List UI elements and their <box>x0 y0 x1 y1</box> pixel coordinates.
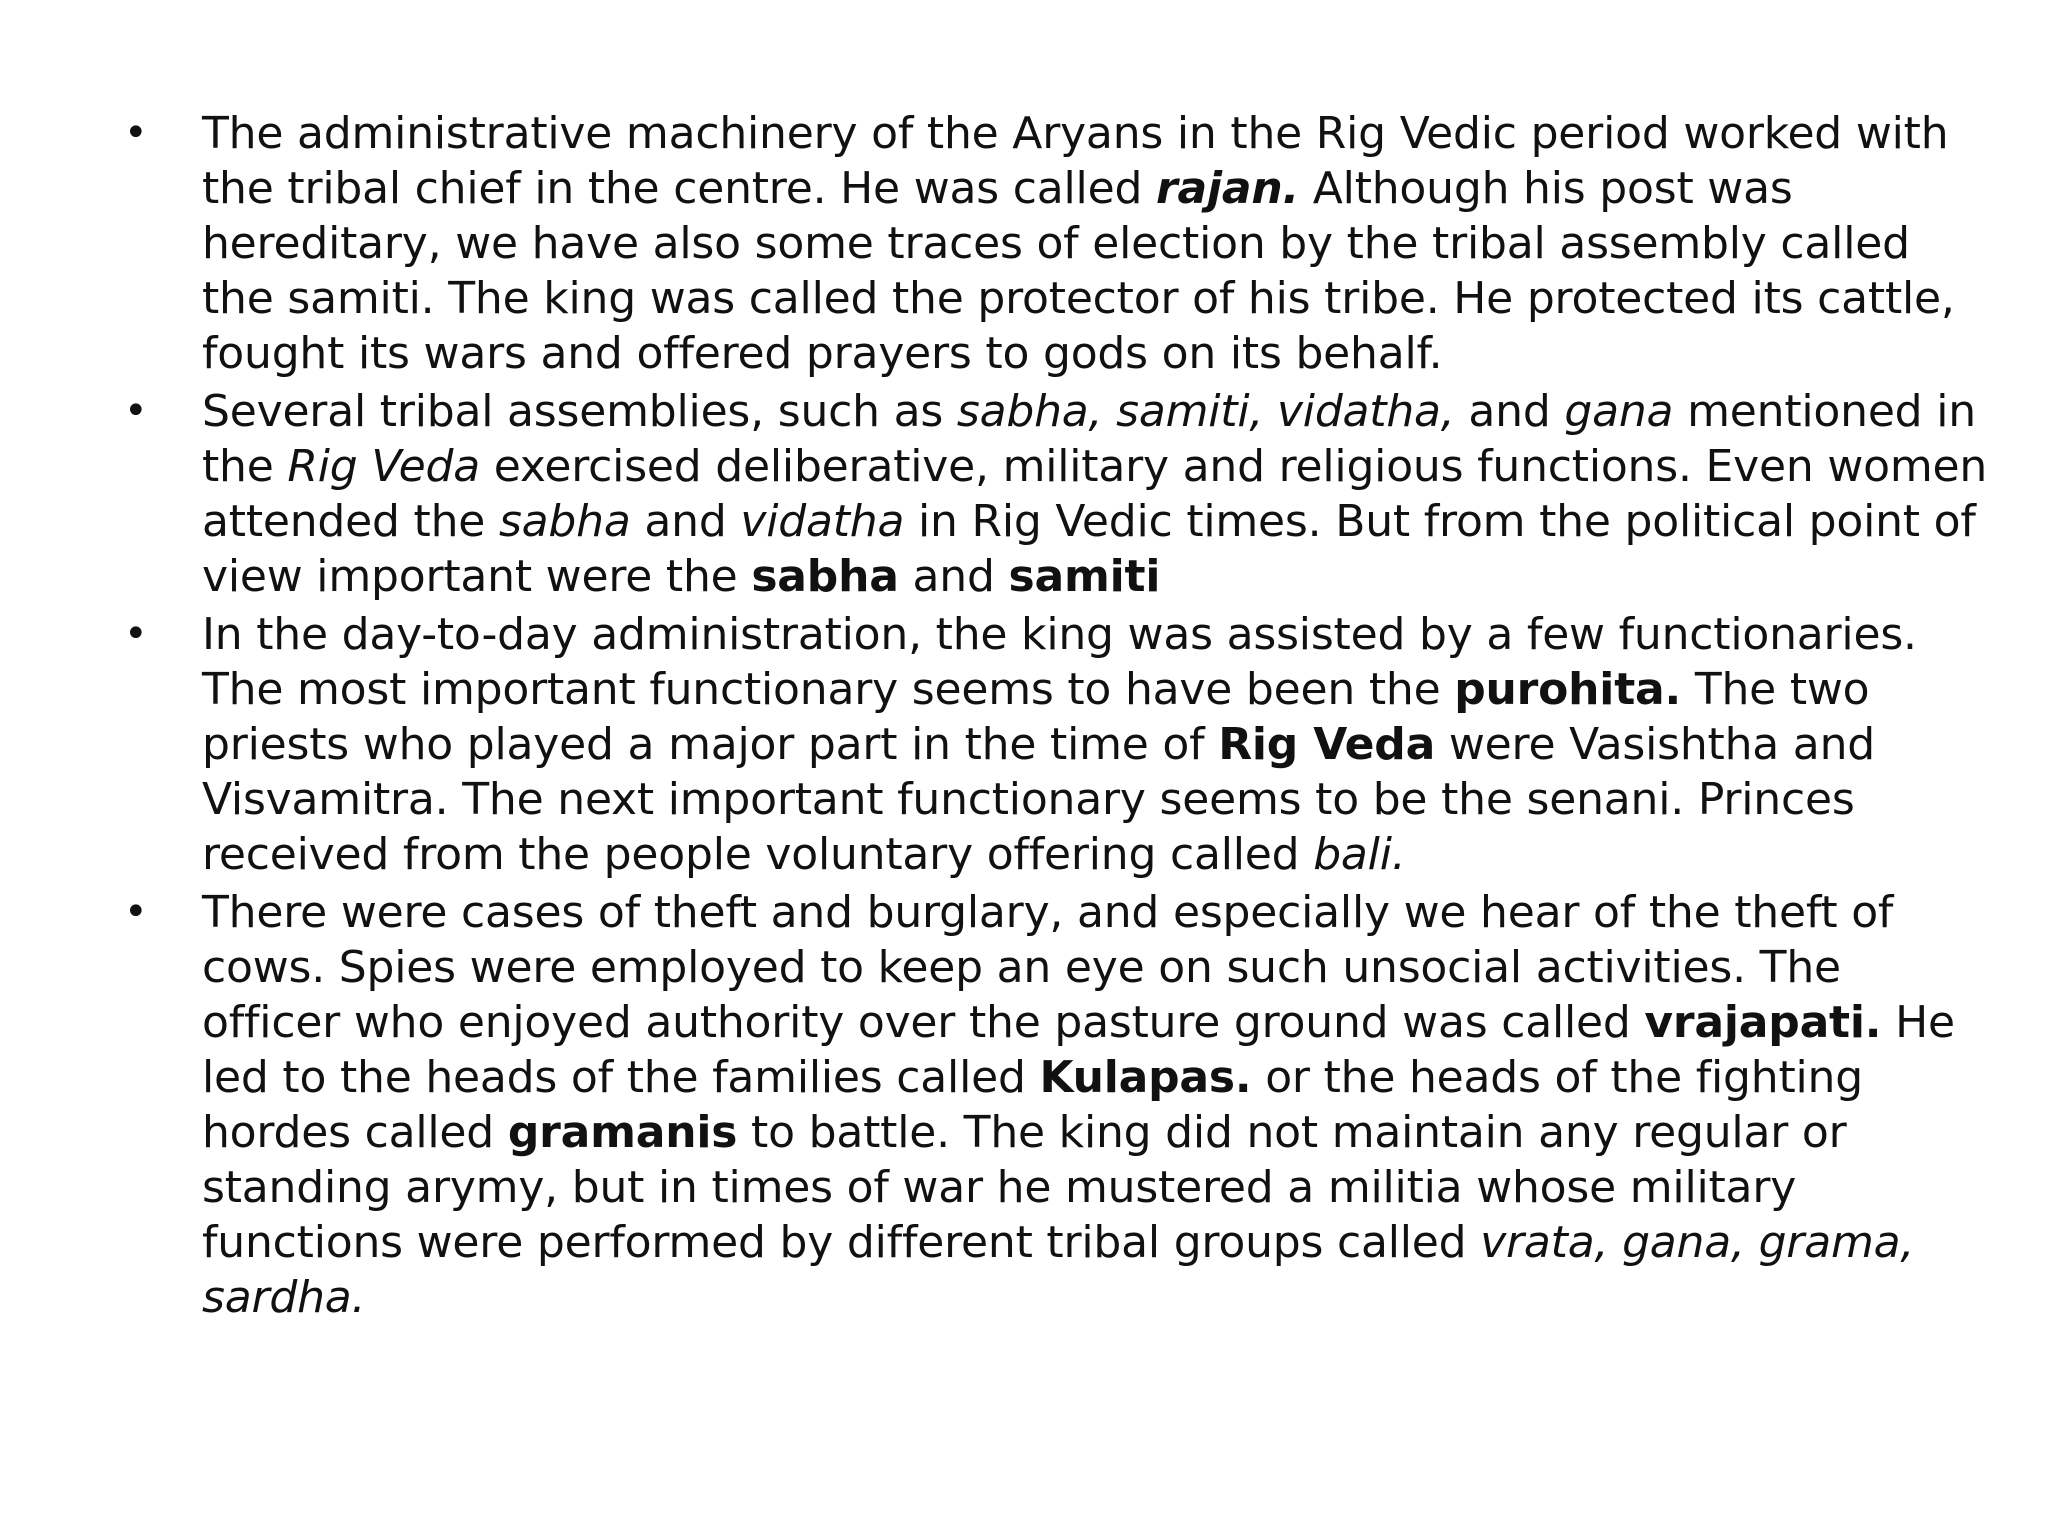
bullet-text <box>202 384 1992 604</box>
text-run: He led to the heads of the families called <box>202 997 1955 1103</box>
text-run: Kulapas. <box>1039 1052 1252 1103</box>
text-run: in Rig Vedic times. But from the political point of view important were the <box>202 496 1976 602</box>
text-run: or the heads of the fighting hordes called <box>202 1052 1863 1158</box>
text-run: and <box>898 551 1009 602</box>
bullet-text <box>202 106 1992 381</box>
text-run: Although his post was hereditary, we have also some traces of election by the tribal assembly called the samiti. The king was called the protector of his tribe. He protected its cattle, fought its wars and offered prayers to gods on its behalf. <box>202 163 1955 379</box>
text-run: and <box>630 496 741 547</box>
bullet-dot-icon: • <box>124 110 148 156</box>
text-run: The two priests who played a major part in the time of <box>202 664 1870 770</box>
text-run: Rig Veda <box>1218 719 1436 770</box>
text-run: vidatha <box>740 496 905 547</box>
bullet-item <box>112 885 1992 1325</box>
text-run: and <box>1454 386 1565 437</box>
text-run: sabha, samiti, vidatha, <box>956 386 1455 437</box>
text-run: mentioned in the <box>202 386 1976 492</box>
bullet-dot-icon: • <box>124 889 148 935</box>
bullet-dot-icon: • <box>124 388 148 434</box>
text-run: gana <box>1564 386 1674 437</box>
text-run: gramanis <box>507 1107 738 1158</box>
text-run: Rig Veda <box>287 441 481 492</box>
text-run: purohita. <box>1454 664 1682 715</box>
bullet-list <box>112 106 1992 1328</box>
bullet-dot-icon: • <box>124 611 148 657</box>
text-run: rajan. <box>1155 163 1299 214</box>
text-run: bali. <box>1313 829 1406 880</box>
text-run: In the day-to-day administration, the king was assisted by a few functionaries. The most important functionary seems to have been the <box>202 609 1917 715</box>
bullet-text <box>202 885 1992 1325</box>
text-run: were Vasishtha and Visvamitra. The next important functionary seems to be the senani. Princes received from the people voluntary offering called <box>202 719 1875 880</box>
text-run: sabha <box>498 496 631 547</box>
text-run: vrajapati. <box>1644 997 1882 1048</box>
text-run: samiti <box>1008 551 1161 602</box>
text-run: vrata, gana, grama, sardha. <box>202 1217 1915 1323</box>
bullet-item <box>112 106 1992 381</box>
text-run: exercised deliberative, military and religious functions. Even women attended the <box>202 441 1988 547</box>
text-run: sabha <box>751 551 899 602</box>
text-run: Several tribal assemblies, such as <box>202 386 957 437</box>
text-run: to battle. The king did not maintain any regular or standing arymy, but in times of war he mustered a militia whose military functions were performed by different tribal groups called <box>202 1107 1847 1268</box>
bullet-item <box>112 384 1992 604</box>
text-run: The administrative machinery of the Aryans in the Rig Vedic period worked with the tribal chief in the centre. He was called <box>202 108 1949 214</box>
text-run: There were cases of theft and burglary, and especially we hear of the theft of cows. Spies were employed to keep an eye on such unsocial activities. The officer who enjoyed authority over the pasture ground was called <box>202 887 1894 1048</box>
bullet-item <box>112 607 1992 882</box>
bullet-text <box>202 607 1992 882</box>
